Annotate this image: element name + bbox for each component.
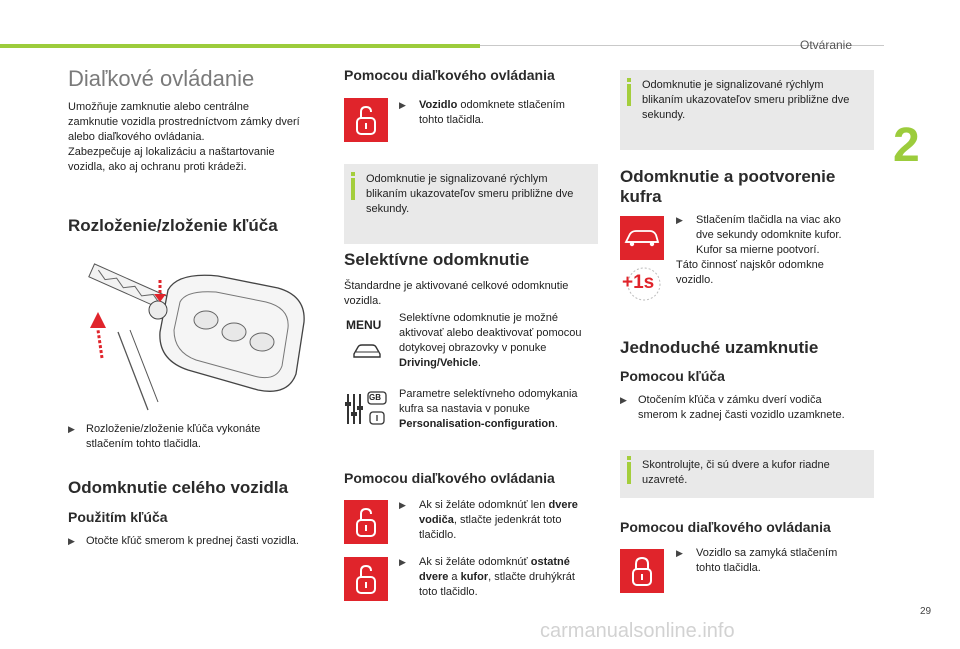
chapter-number: 2 bbox=[893, 119, 920, 172]
info-box-check: Skontrolujte, či sú dvere a kufor riadne uzavreté. bbox=[620, 450, 874, 498]
other-doors-bullet: ▶ Ak si želáte odomknúť ostatné dvere a kufor, stlačte druhýkrát toto tlačidlo. bbox=[399, 556, 575, 598]
remote-heading-2: Pomocou diaľkového ovládania bbox=[344, 470, 555, 486]
key-lock-bullet: ▶ Otočením kľúča v zámku dverí vodiča smerom k zadnej časti vozidlo uzamknete. bbox=[620, 394, 845, 421]
fold-key-heading: Rozloženie/zloženie kľúča bbox=[68, 216, 278, 235]
with-key-heading: Pomocou kľúča bbox=[620, 368, 725, 384]
remote-heading-3: Pomocou diaľkového ovládania bbox=[620, 519, 831, 535]
unlock-button-icon bbox=[344, 98, 388, 142]
plus-one-second-icon: +1s bbox=[620, 266, 664, 302]
driver-door-bullet: ▶ Ak si želáte odomknúť len dvere vodiča, stlačte jedenkrát toto tlačidlo. bbox=[399, 499, 578, 541]
section-name: Otváranie bbox=[800, 38, 853, 52]
selective-intro: Štandardne je aktivované celkové odomknutie vozidla. bbox=[344, 280, 569, 307]
menu-label: MENU bbox=[346, 318, 382, 332]
remote-lock-bullet: ▶ Vozidlo sa zamyká stlačením tohto tlačidla. bbox=[676, 547, 838, 574]
info-box-signal-1: Odomknutie je signalizované rýchlym blikaním ukazovateľov smeru približne dve sekundy. bbox=[344, 164, 598, 244]
simple-lock-heading: Jednoduché uzamknutie bbox=[620, 338, 819, 357]
info-icon bbox=[627, 462, 631, 484]
unlock-button-icon-others bbox=[344, 557, 388, 601]
vehicle-unlock-bullet: ▶ Vozidlo odomknete stlačením tohto tlačidla. bbox=[399, 99, 565, 126]
info-icon bbox=[627, 84, 631, 106]
boot-bullet: ▶ Stlačením tlačidla na viac ako dve sekundy odomknite kufor. Kufor sa mierne pootvorí. Táto činnosť najskôr odomkne vozidlo. bbox=[676, 214, 842, 286]
watermark: carmanualsonline.info bbox=[540, 620, 735, 642]
selective-unlock-heading: Selektívne odomknutie bbox=[344, 250, 530, 269]
remote-heading-1: Pomocou diaľkového ovládania bbox=[344, 67, 555, 83]
boot-unlock-heading: Odomknutie a pootvorenie kufra bbox=[620, 167, 836, 206]
header-accent-bar bbox=[0, 44, 480, 48]
lock-button-icon bbox=[620, 549, 664, 593]
page-title: Diaľkové ovládanie bbox=[68, 66, 255, 91]
using-key-heading: Použitím kľúča bbox=[68, 509, 168, 525]
unlock-all-heading: Odomknutie celého vozidla bbox=[68, 478, 289, 497]
menu-text: Selektívne odomknutie je možné aktivovať alebo deaktivovať pomocou dotykovej obrazovky v ponuke Driving/Vehicle. bbox=[399, 312, 582, 369]
settings-sliders-icon bbox=[344, 390, 390, 426]
intro-text: Umožňuje zamknutie alebo centrálne zamknutie vozidla prostredníctvom zámky dverí alebo diaľkového ovládania. Zabezpečuje aj lokalizáciu a naštartovanie vozidla, ako aj ochranu proti krádeži. bbox=[68, 101, 300, 173]
gb-text: Parametre selektívneho odomykania kufra sa nastavia v ponuke Personalisation-configuration. bbox=[399, 388, 578, 430]
using-key-bullet: ▶ Otočte kľúč smerom k prednej časti vozidla. bbox=[68, 535, 299, 547]
info-icon bbox=[351, 178, 355, 200]
page-number: 29 bbox=[920, 606, 932, 617]
boot-button-icon bbox=[620, 216, 664, 260]
car-front-icon bbox=[350, 342, 384, 360]
gb-label: GB bbox=[369, 393, 381, 402]
unlock-button-icon-driver bbox=[344, 500, 388, 544]
key-fold-illustration bbox=[68, 262, 318, 412]
fold-key-bullet: ▶ Rozloženie/zloženie kľúča vykonáte stlačením tohto tlačidla. bbox=[68, 423, 261, 450]
info-box-signal-2: Odomknutie je signalizované rýchlym blikaním ukazovateľov smeru približne dve sekundy. bbox=[620, 70, 874, 150]
